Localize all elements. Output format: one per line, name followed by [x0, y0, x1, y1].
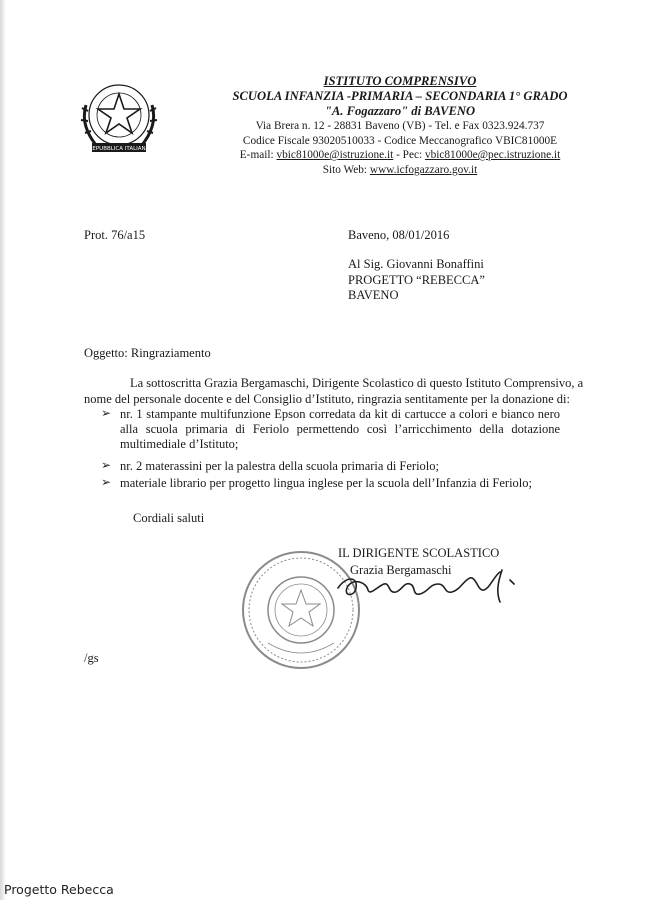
protocol-number: Prot. 76/a15: [84, 228, 146, 242]
handwritten-signature: [318, 562, 523, 610]
republic-emblem-icon: [78, 75, 160, 161]
typist-initials: /gs: [84, 651, 99, 665]
email-link[interactable]: vbic81000e@istruzione.it: [276, 149, 394, 161]
contact-emails: [200, 148, 600, 163]
bullet-arrow-icon: ➢: [101, 475, 112, 489]
site-label: Sito Web:: [322, 163, 370, 176]
intro-line-1: La sottoscritta Grazia Bergamaschi, Dirigente Scolastico di questo Istituto Comprensivo, a: [130, 376, 584, 390]
donation-item: materiale librario per progetto lingua inglese per la scuola dell’Infanzia di Feriolo;: [120, 476, 532, 490]
bullet-arrow-icon: ➢: [101, 458, 112, 472]
subject-line: Oggetto: Ringraziamento: [84, 346, 211, 360]
emblem-caption: REPUBBLICA ITALIANA: [88, 146, 150, 152]
signatory-title: IL DIRIGENTE SCOLASTICO: [338, 546, 500, 560]
place-date: Baveno, 08/01/2016: [348, 228, 450, 242]
intro-line-2: nome del personale docente e del Consiglio d’Istituto, ringrazia sentitamente per la donazione di:: [84, 392, 570, 406]
school-codes: Codice Fiscale 93020510033 - Codice Meccanografico VBIC81000E: [242, 134, 558, 147]
school-name: "A. Fogazzaro" di BAVENO: [324, 104, 476, 118]
recipient-line: Al Sig. Giovanni Bonaffini: [348, 257, 484, 271]
footer-label: Progetto Rebecca: [4, 882, 114, 897]
school-address: Via Brera n. 12 - 28831 Baveno (VB) - Tel. e Fax 0323.924.737: [255, 120, 545, 132]
recipient-line: PROGETTO “REBECCA”: [348, 272, 485, 287]
institute-title: ISTITUTO COMPRENSIVO: [323, 74, 477, 88]
bullet-arrow-icon: ➢: [101, 406, 112, 420]
website-link[interactable]: www.icfogazzaro.gov.it: [369, 163, 478, 176]
signatory-name: Grazia Bergamaschi: [350, 563, 452, 577]
pec-link[interactable]: vbic81000e@pec.istruzione.it: [424, 149, 561, 161]
website-line: [200, 163, 600, 178]
email-label: E-mail:: [239, 149, 277, 161]
recipient-block: [348, 257, 485, 304]
scan-edge-shadow: [0, 0, 6, 900]
pec-label: - Pec:: [393, 149, 425, 161]
donation-item: nr. 1 stampante multifunzione Epson corredata da kit di cartucce a colori e bianco nero alla scuola primaria di Feriolo permettendo così l’arricchimento della dotazione multimediale d’Istituto;: [120, 407, 560, 452]
letterhead: [200, 74, 600, 177]
school-levels: SCUOLA INFANZIA -PRIMARIA – SECONDARIA 1° GRADO: [232, 89, 568, 103]
donation-item: nr. 2 materassini per la palestra della scuola primaria di Feriolo;: [120, 459, 439, 473]
closing-greeting: Cordiali saluti: [133, 511, 205, 525]
recipient-line: BAVENO: [348, 288, 399, 302]
